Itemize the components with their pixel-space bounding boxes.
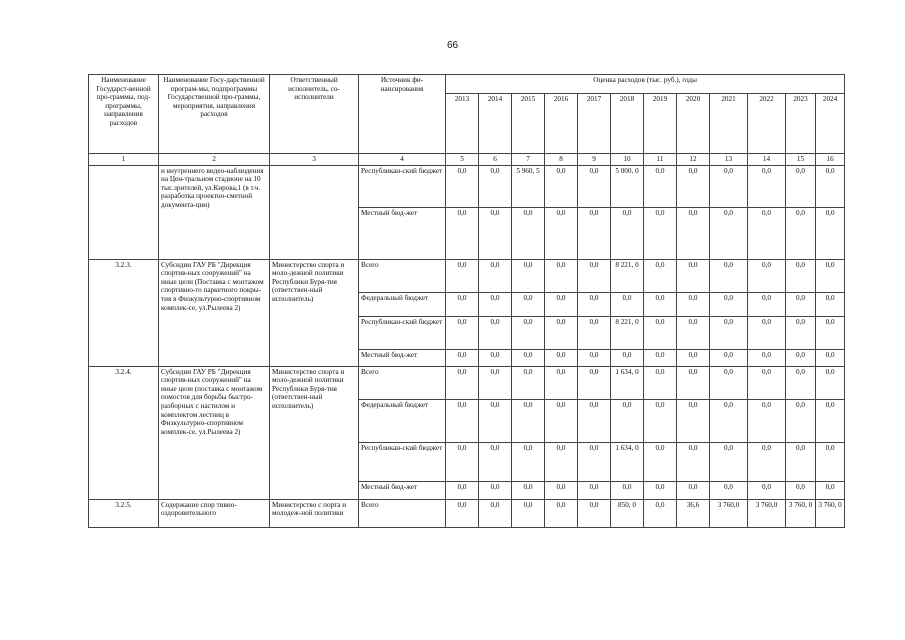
expense-value: 0,0 (644, 165, 677, 207)
expense-value: 0,0 (677, 165, 710, 207)
expense-value: 0,0 (611, 349, 644, 366)
funding-source: Федеральный бюджет (359, 292, 446, 316)
expense-value: 5 960, 5 (512, 165, 545, 207)
expense-value: 0,0 (446, 366, 479, 399)
funding-source: Всего (359, 366, 446, 399)
expense-value: 0,0 (710, 366, 748, 399)
item-executor: Министерство спорта и моло-дежной политики Республики Буря-тия (ответствен-ный исполнитель) (270, 366, 359, 499)
expense-value: 0,0 (710, 207, 748, 259)
expense-value: 0,0 (816, 165, 845, 207)
header-expenses: Оценка расходов (тыс. руб.), годы (446, 75, 845, 94)
expense-value: 0,0 (611, 292, 644, 316)
expense-value: 0,0 (545, 499, 578, 527)
expense-value: 0,0 (816, 316, 845, 349)
column-index: 11 (644, 154, 677, 166)
expense-value: 0,0 (816, 207, 845, 259)
expense-value: 0,0 (545, 316, 578, 349)
expense-value: 0,0 (748, 366, 786, 399)
funding-source: Всего (359, 499, 446, 527)
expense-value: 0,0 (512, 481, 545, 499)
column-index: 4 (359, 154, 446, 166)
expense-value: 0,0 (446, 292, 479, 316)
item-executor (270, 165, 359, 259)
expense-value: 0,0 (786, 259, 816, 292)
expense-value: 0,0 (479, 316, 512, 349)
expense-value: 0,0 (446, 349, 479, 366)
expense-value: 0,0 (786, 165, 816, 207)
funding-source: Местный бюд-жет (359, 349, 446, 366)
expense-value: 0,0 (677, 399, 710, 442)
expense-value: 0,0 (710, 399, 748, 442)
expense-value: 0,0 (611, 207, 644, 259)
expenses-table (88, 74, 845, 528)
expense-value: 0,0 (512, 259, 545, 292)
expense-value: 0,0 (677, 316, 710, 349)
expense-value: 0,0 (479, 442, 512, 481)
expense-value: 0,0 (644, 442, 677, 481)
expense-value: 0,0 (677, 349, 710, 366)
expense-value: 0,0 (644, 259, 677, 292)
header-program: Наименование Государст-венной про-граммы, под-программы, направления расходов (89, 75, 159, 154)
column-index: 5 (446, 154, 479, 166)
expense-value: 0,0 (644, 292, 677, 316)
header-year: 2017 (578, 94, 611, 154)
column-index: 13 (710, 154, 748, 166)
header-year: 2023 (786, 94, 816, 154)
expense-value: 5 000, 0 (611, 165, 644, 207)
expense-value: 0,0 (786, 366, 816, 399)
expense-value: 0,0 (512, 207, 545, 259)
expense-value: 0,0 (786, 316, 816, 349)
expense-value: 0,0 (512, 399, 545, 442)
expense-value: 0,0 (578, 481, 611, 499)
item-executor: Министерство с порта и молодеж-ной политики (270, 499, 359, 527)
header-year: 2024 (816, 94, 845, 154)
expense-value: 0,0 (578, 499, 611, 527)
expense-value: 0,0 (545, 399, 578, 442)
page-number: 66 (446, 40, 459, 51)
expense-value: 0,0 (786, 207, 816, 259)
funding-source: Республикан-ский бюджет (359, 165, 446, 207)
expense-value: 0,0 (644, 207, 677, 259)
expense-value: 0,0 (512, 499, 545, 527)
expense-value: 0,0 (545, 366, 578, 399)
expense-value: 0,0 (479, 207, 512, 259)
item-name: Содержание спор тивно-оздоровительного (159, 499, 270, 527)
column-index: 1 (89, 154, 159, 166)
expense-value: 0,0 (786, 349, 816, 366)
expense-value: 0,0 (545, 349, 578, 366)
expense-value: 0,0 (644, 366, 677, 399)
expense-value: 0,0 (748, 481, 786, 499)
expense-value: 0,0 (786, 399, 816, 442)
expense-value: 0,0 (748, 399, 786, 442)
expense-value: 0,0 (446, 399, 479, 442)
expense-value: 0,0 (512, 442, 545, 481)
funding-source: Республикан-ский бюджет (359, 316, 446, 349)
column-index: 10 (611, 154, 644, 166)
expense-value: 0,0 (479, 481, 512, 499)
expense-value: 0,0 (816, 481, 845, 499)
expense-value: 0,0 (816, 399, 845, 442)
expense-value: 0,0 (816, 292, 845, 316)
header-executor: Ответственный исполнитель, со-исполнители (270, 75, 359, 154)
expense-value: 0,0 (578, 165, 611, 207)
item-code (89, 165, 159, 259)
expense-value: 0,0 (748, 316, 786, 349)
expense-value: 0,0 (512, 349, 545, 366)
expense-value: 0,0 (644, 349, 677, 366)
expense-value: 0,0 (446, 442, 479, 481)
expense-value: 0,0 (578, 292, 611, 316)
expense-value: 0,0 (479, 165, 512, 207)
column-index: 16 (816, 154, 845, 166)
expense-value: 3 760,0 (710, 499, 748, 527)
expense-value: 0,0 (545, 259, 578, 292)
expense-value: 0,0 (786, 442, 816, 481)
header-source: Источник фи-нансирования (359, 75, 446, 154)
expense-value: 0,0 (479, 349, 512, 366)
table-row (89, 366, 845, 399)
header-year: 2014 (479, 94, 512, 154)
expense-value: 0,0 (710, 442, 748, 481)
expense-value: 3 760,0 (748, 499, 786, 527)
expense-value: 0,0 (677, 207, 710, 259)
expense-value: 0,0 (644, 499, 677, 527)
expense-value: 0,0 (479, 259, 512, 292)
expense-value: 0,0 (748, 292, 786, 316)
expense-value: 0,0 (446, 316, 479, 349)
expense-value: 0,0 (644, 399, 677, 442)
header-year: 2019 (644, 94, 677, 154)
expense-value: 3 760, 0 (816, 499, 845, 527)
expense-value: 850, 0 (611, 499, 644, 527)
expense-value: 0,0 (578, 207, 611, 259)
table-row (89, 499, 845, 527)
expense-value: 0,0 (816, 349, 845, 366)
expense-value: 0,0 (677, 259, 710, 292)
funding-source: Местный бюд-жет (359, 481, 446, 499)
expense-value: 0,0 (512, 366, 545, 399)
funding-source: Местный бюд-жет (359, 207, 446, 259)
item-name: и внутреннего видео-наблюдения на Цен-тральном стадионе на 10 тыс.зрителей, ул.Кирова,1 (в т.ч. разработка проектно-сметной документа-ции) (159, 165, 270, 259)
expense-value: 0,0 (545, 481, 578, 499)
expense-value: 0,0 (479, 366, 512, 399)
item-code: 3.2.4. (89, 366, 159, 499)
expense-value: 0,0 (644, 316, 677, 349)
expense-value: 0,0 (446, 165, 479, 207)
expense-value: 0,0 (611, 399, 644, 442)
table-row (89, 165, 845, 207)
expense-value: 0,0 (710, 349, 748, 366)
funding-source: Всего (359, 259, 446, 292)
header-year: 2015 (512, 94, 545, 154)
column-index: 15 (786, 154, 816, 166)
item-code: 3.2.5. (89, 499, 159, 527)
expense-value: 0,0 (748, 259, 786, 292)
column-index: 7 (512, 154, 545, 166)
expense-value: 0,0 (748, 165, 786, 207)
expense-value: 0,0 (446, 207, 479, 259)
column-index: 12 (677, 154, 710, 166)
expense-value: 0,0 (677, 442, 710, 481)
expense-value: 0,0 (710, 481, 748, 499)
expense-value: 0,0 (545, 442, 578, 481)
expense-value: 0,0 (748, 207, 786, 259)
expense-value: 0,0 (446, 481, 479, 499)
expense-value: 0,0 (512, 292, 545, 316)
expense-value: 8 221, 0 (611, 316, 644, 349)
item-name: Субсидии ГАУ РБ "Дирекция спортив-ных сооружений" на иные цели (поставка с монтажом помостов для борьбы быстро-разборных с настилом и комплектом лестниц в Физкультурно-спортивном комплек-се, ул.Рылеева 2) (159, 366, 270, 499)
expense-value: 1 634, 0 (611, 366, 644, 399)
expense-value: 0,0 (611, 481, 644, 499)
expense-value: 0,0 (479, 499, 512, 527)
funding-source: Федеральный бюджет (359, 399, 446, 442)
header-year: 2020 (677, 94, 710, 154)
expense-value: 0,0 (786, 481, 816, 499)
expense-value: 0,0 (446, 499, 479, 527)
expense-value: 0,0 (545, 207, 578, 259)
expense-value: 8 221, 0 (611, 259, 644, 292)
expense-value: 0,0 (816, 366, 845, 399)
expense-value: 0,0 (578, 366, 611, 399)
expense-value: 0,0 (578, 316, 611, 349)
expense-value: 36,6 (677, 499, 710, 527)
expense-value: 0,0 (479, 399, 512, 442)
expense-value: 0,0 (786, 292, 816, 316)
expense-value: 0,0 (710, 259, 748, 292)
expense-value: 0,0 (748, 349, 786, 366)
expense-value: 0,0 (545, 165, 578, 207)
expense-value: 0,0 (677, 366, 710, 399)
column-index: 6 (479, 154, 512, 166)
header-year: 2016 (545, 94, 578, 154)
column-index: 3 (270, 154, 359, 166)
header-year: 2013 (446, 94, 479, 154)
expense-value: 0,0 (710, 165, 748, 207)
expense-value: 0,0 (677, 292, 710, 316)
expense-value: 0,0 (578, 259, 611, 292)
expense-value: 1 634, 0 (611, 442, 644, 481)
expense-value: 0,0 (578, 442, 611, 481)
column-index: 14 (748, 154, 786, 166)
expense-value: 0,0 (446, 259, 479, 292)
item-executor: Министерство спорта и моло-дежной политики Республики Буря-тия (ответствен-ный исполнитель) (270, 259, 359, 366)
expense-value: 0,0 (578, 399, 611, 442)
expense-value: 0,0 (479, 292, 512, 316)
header-year: 2022 (748, 94, 786, 154)
item-name: Субсидии ГАУ РБ "Дирекция спортив-ных сооружений" на иные цели (Поставка с монтажом спортивно-го паркетного покры-тия в Физкультурно-спортивном комплек-се, ул.Рылеева 2) (159, 259, 270, 366)
header-year: 2021 (710, 94, 748, 154)
expense-value: 0,0 (710, 316, 748, 349)
expense-value: 0,0 (512, 316, 545, 349)
item-code: 3.2.3. (89, 259, 159, 366)
expense-value: 0,0 (545, 292, 578, 316)
header-event: Наименование Госу-дарственной програм-мы, подпрограммы Государственной про-граммы, мероприятия, направления расходов (159, 75, 270, 154)
header-year: 2018 (611, 94, 644, 154)
expense-value: 0,0 (816, 259, 845, 292)
expense-value: 0,0 (677, 481, 710, 499)
column-index: 9 (578, 154, 611, 166)
expense-value: 3 760, 0 (786, 499, 816, 527)
table-row (89, 259, 845, 292)
column-index: 8 (545, 154, 578, 166)
expense-value: 0,0 (710, 292, 748, 316)
expense-value: 0,0 (644, 481, 677, 499)
column-index: 2 (159, 154, 270, 166)
funding-source: Республикан-ский бюджет (359, 442, 446, 481)
expense-value: 0,0 (578, 349, 611, 366)
expense-value: 0,0 (816, 442, 845, 481)
expense-value: 0,0 (748, 442, 786, 481)
